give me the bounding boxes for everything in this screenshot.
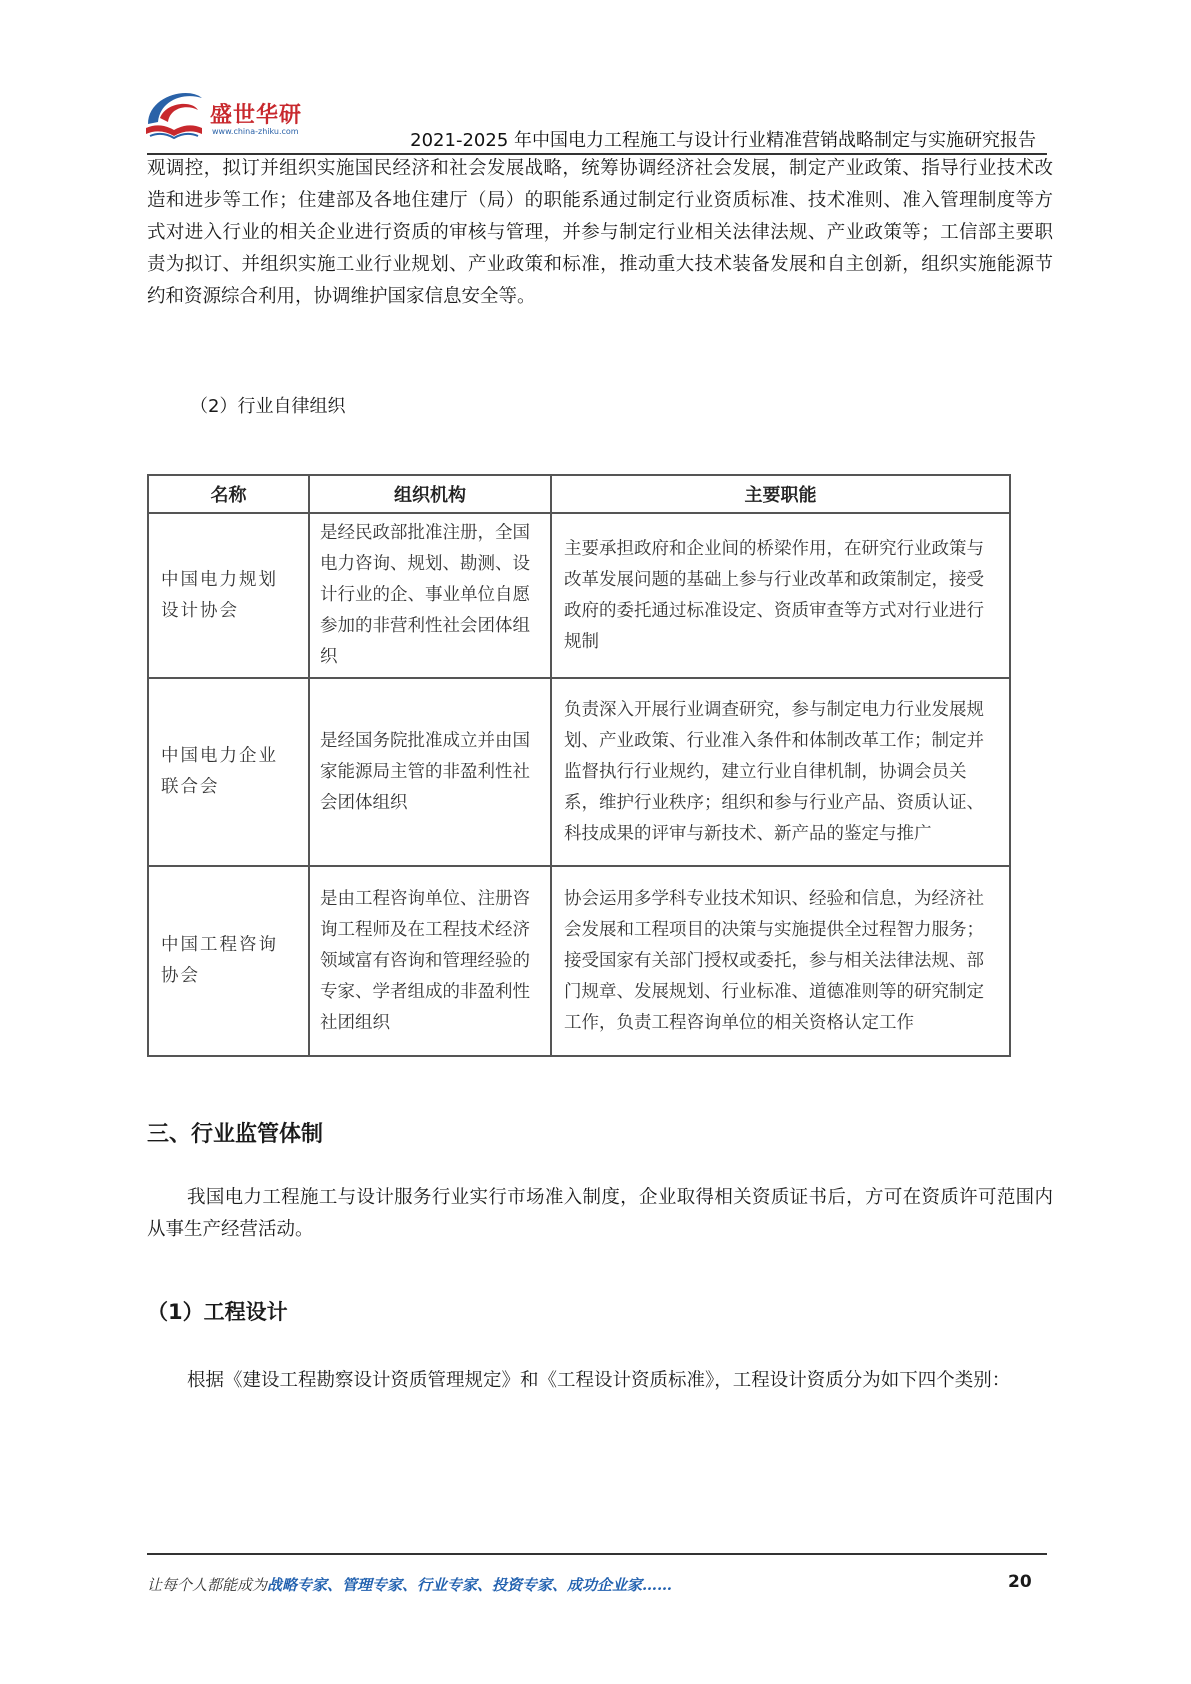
logo-text: 盛世华研 — [210, 103, 303, 128]
table-row — [148, 678, 1010, 866]
table-cell-org: 是由工程咨询单位、注册咨询工程师及在工程技术经济领域富有咨询和管理经验的专家、学者组成的非盈利性社团组织 — [309, 866, 551, 1056]
sub-heading: （1）工程设计 — [147, 1300, 288, 1324]
page-number: 20 — [1008, 1572, 1032, 1592]
table-cell-name: 中国电力规划设计协会 — [148, 513, 309, 678]
organization-table — [147, 474, 1011, 1057]
footer-divider — [147, 1553, 1047, 1555]
report-title: 2021-2025 年中国电力工程施工与设计行业精准营销战略制定与实施研究报告 — [410, 130, 1036, 151]
table-cell-name: 中国工程咨询协会 — [148, 866, 309, 1056]
table-cell-name: 中国电力企业联合会 — [148, 678, 309, 866]
table-cell-org: 是经国务院批准成立并由国家能源局主管的非盈利性社会团体组织 — [309, 678, 551, 866]
section-heading: 三、行业监管体制 — [147, 1122, 324, 1147]
table-cell-function: 负责深入开展行业调查研究，参与制定电力行业发展规划、产业政策、行业准入条件和体制改革工作；制定并监督执行行业规约，建立行业自律机制，协调会员关系，维护行业秩序；组织和参与行业产品、资质认证、科技成果的评审与新技术、新产品的鉴定与推广 — [551, 678, 1010, 866]
slogan-prefix: 让每个人都能成为 — [147, 1576, 268, 1594]
table-header-row — [148, 475, 1010, 513]
table-row — [148, 866, 1010, 1056]
table-cell-function: 主要承担政府和企业间的桥梁作用，在研究行业政策与改革发展问题的基础上参与行业改革和政策制定，接受政府的委托通过标准设定、资质审查等方式对行业进行规制 — [551, 513, 1010, 678]
company-logo — [140, 84, 320, 146]
logo-url: www.china-zhiku.com — [212, 127, 299, 136]
table-row — [148, 513, 1010, 678]
logo-icon — [140, 84, 210, 146]
column-header-org: 组织机构 — [309, 475, 551, 513]
body-paragraph-3: 根据《建设工程勘察设计资质管理规定》和《工程设计资质标准》，工程设计资质分为如下四个类别： — [187, 1370, 1011, 1391]
sub-caption: （2）行业自律组织 — [190, 396, 346, 417]
table-cell-org: 是经民政部批准注册，全国电力咨询、规划、勘测、设计行业的企、事业单位自愿参加的非营利性社会团体组织 — [309, 513, 551, 678]
body-paragraph-1: 观调控，拟订并组织实施国民经济和社会发展战略，统筹协调经济社会发展，制定产业政策、指导行业技术改造和进步等工作；住建部及各地住建厅（局）的职能系通过制定行业资质标准、技术准则、准入管理制度等方式对进入行业的相关企业进行资质的审核与管理，并参与制定行业相关法律法规、产业政策等；工信部主要职责为拟订、并组织实施工业行业规划、产业政策和标准，推动重大技术装备发展和自主创新，组织实施能源节约和资源综合利用，协调维护国家信息安全等。 — [147, 158, 1053, 307]
column-header-function: 主要职能 — [551, 475, 1010, 513]
body-paragraph-2: 我国电力工程施工与设计服务行业实行市场准入制度，企业取得相关资质证书后，方可在资质许可范围内从事生产经营活动。 — [147, 1187, 1053, 1240]
footer-slogan — [147, 1574, 672, 1595]
slogan-highlight: 战略专家、管理专家、行业专家、投资专家、成功企业家…… — [267, 1576, 673, 1594]
column-header-name: 名称 — [148, 475, 309, 513]
table-cell-function: 协会运用多学科专业技术知识、经验和信息，为经济社会发展和工程项目的决策与实施提供全过程智力服务；接受国家有关部门授权或委托，参与相关法律法规、部门规章、发展规划、行业标准、道德准则等的研究制定工作，负责工程咨询单位的相关资格认定工作 — [551, 866, 1010, 1056]
